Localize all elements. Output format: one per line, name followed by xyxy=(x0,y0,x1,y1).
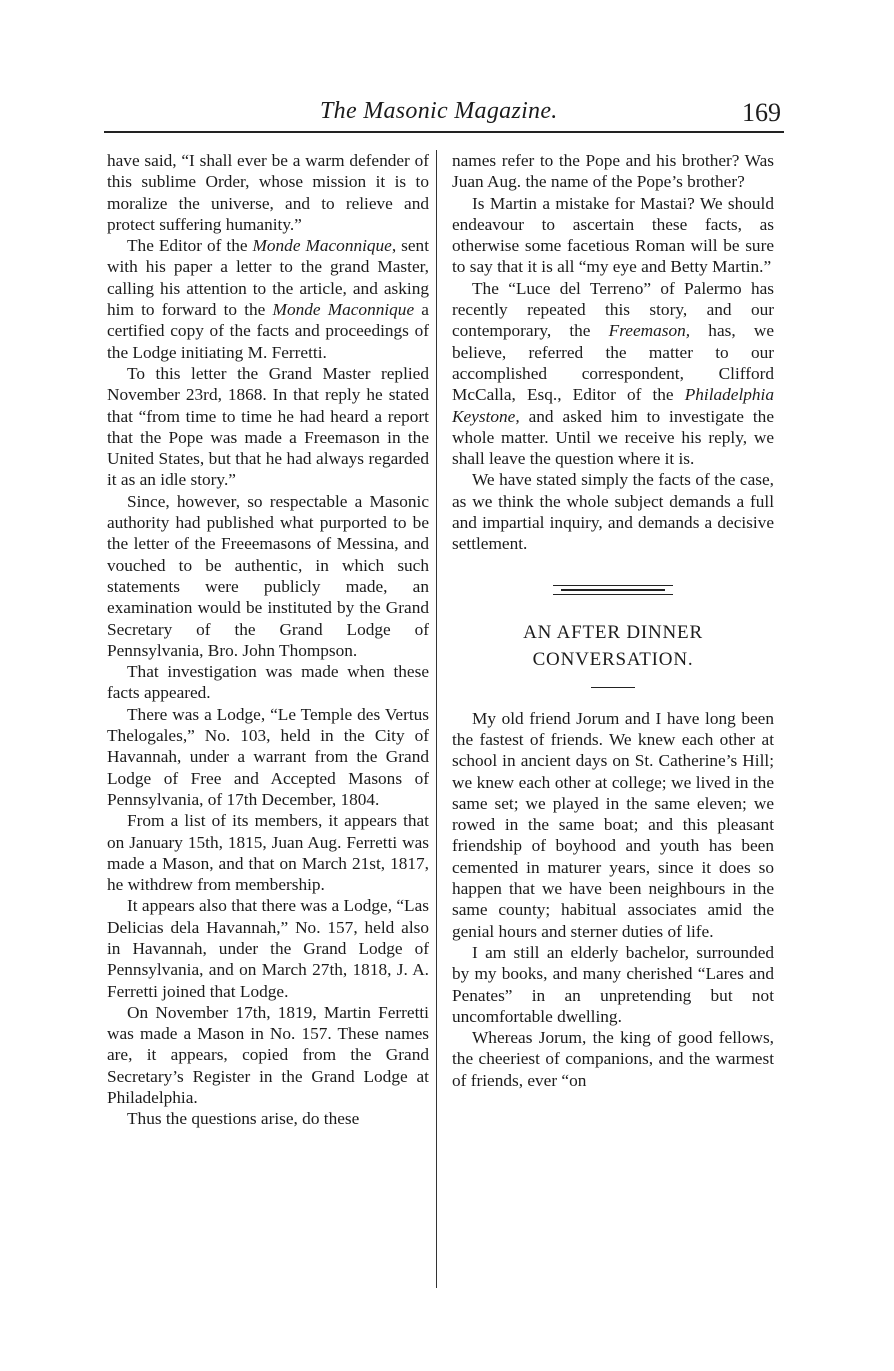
heading-rule xyxy=(591,687,635,688)
paragraph: On November 17th, 1819, Martin Ferretti was made a Mason in No. 157. These names are, it appears, copied from the Grand Secretary’s Register in the Grand Lodge at Philadelphia. xyxy=(107,1002,429,1108)
paragraph: have said, “I shall ever be a warm defender of this sublime Order, whose mission it is to moralize the universe, and to relieve and protect suffering humanity.” xyxy=(107,151,429,234)
paragraph: names refer to the Pope and his brother? Was Juan Aug. the name of the Pope’s brother? xyxy=(452,151,774,192)
right-column xyxy=(452,150,774,1091)
left-column xyxy=(107,150,429,1130)
paragraph: The Editor of the Monde Maconnique, sent with his paper a letter to the grand Master, calling his attention to the article, and asking him to forward to the Monde Maconnique a certified copy of the facts and proceedings of the Lodge initiating M. Ferretti. xyxy=(107,236,429,362)
page-header xyxy=(0,0,894,140)
section-ornament xyxy=(553,585,673,595)
paragraph: Since, however, so respectable a Masonic authority had published what purported to be the letter of the Freeemasons of Messina, and vouched to be authentic, in which such statements were publicly made, an examination would be instituted by the Grand Secretary of the Grand Lodge of Pennsylvania, Bro. John Thompson. xyxy=(107,491,429,660)
paragraph: I am still an elderly bachelor, surrounded by my books, and many cherished “Lares and Penates” in an unpretending but not uncomfortable dwelling. xyxy=(452,942,774,1026)
paragraph: Whereas Jorum, the king of good fellows, the cheeriest of companions, and the warmest of friends, ever “on xyxy=(452,1028,774,1090)
paragraph: To this letter the Grand Master replied November 23rd, 1868. In that reply he stated that “from time to time he had heard a report that the Pope was made a Freemason in the United States, but that he had always regarded it as an idle story.” xyxy=(107,363,429,490)
paragraph: That investigation was made when these facts appeared. xyxy=(107,662,429,703)
column-divider xyxy=(436,150,437,1288)
italic-title: Monde Maconnique xyxy=(252,236,392,256)
italic-title: Freemason, xyxy=(608,321,691,341)
paragraph: Thus the questions arise, do these xyxy=(127,1109,360,1129)
paragraph: Is Martin a mistake for Mastai? We should endeavour to ascertain these facts, as otherwise some facetious Roman will be sure to say that it is all “my eye and Betty Martin.” xyxy=(452,193,774,277)
running-title: The Masonic Magazine. xyxy=(320,98,558,124)
page-number: 169 xyxy=(742,98,781,127)
section-heading: AN AFTER DINNER CONVERSATION. xyxy=(523,621,703,670)
paragraph: There was a Lodge, “Le Temple des Vertus Thelogales,” No. 103, held in the City of Havannah, under a warrant from the Grand Lodge of Free and Accepted Masons of Pennsylvania, of 17th December, 1804. xyxy=(107,704,429,809)
header-rule xyxy=(104,131,784,133)
paragraph: My old friend Jorum and I have long been the fastest of friends. We knew each other at school in ancient days on St. Catherine’s Hill; we knew each other at college; we lived in the same set; we played in the same eleven; we rowed in the same boat; and this pleasant friendship of boyhood and youth has been cemented in maturer years, since it does so happen that we have been neighbours in the same county; habitual associates amid the genial hours and sterner duties of life. xyxy=(452,708,774,941)
paragraph: We have stated simply the facts of the case, as we think the whole subject demands a full and impartial inquiry, and demands a decisive settlement. xyxy=(452,470,774,554)
italic-title: Monde Maconnique xyxy=(272,300,415,320)
paragraph: The “Luce del Terreno” of Palermo has recently repeated this story, and our contemporary, the Freemason, has, we believe, referred the matter to our accomplished correspondent, Clifford McCalla, Esq., Editor of the Philadelphia Keystone, and asked him to investigate the whole matter. Until we receive his reply, we shall leave the question where it is. xyxy=(452,278,774,469)
italic-title: Philadelphia Keystone, xyxy=(452,385,774,426)
paragraph: It appears also that there was a Lodge, “Las Delicias dela Havannah,” No. 157, held also in Havannah, under the Grand Lodge of Pennsylvania, and on March 27th, 1818, J. A. Ferretti joined that Lodge. xyxy=(107,896,429,1001)
paragraph: From a list of its members, it appears that on January 15th, 1815, Juan Aug. Ferretti was made a Mason, and that on March 21st, 1817, he withdrew from membership. xyxy=(107,811,429,895)
